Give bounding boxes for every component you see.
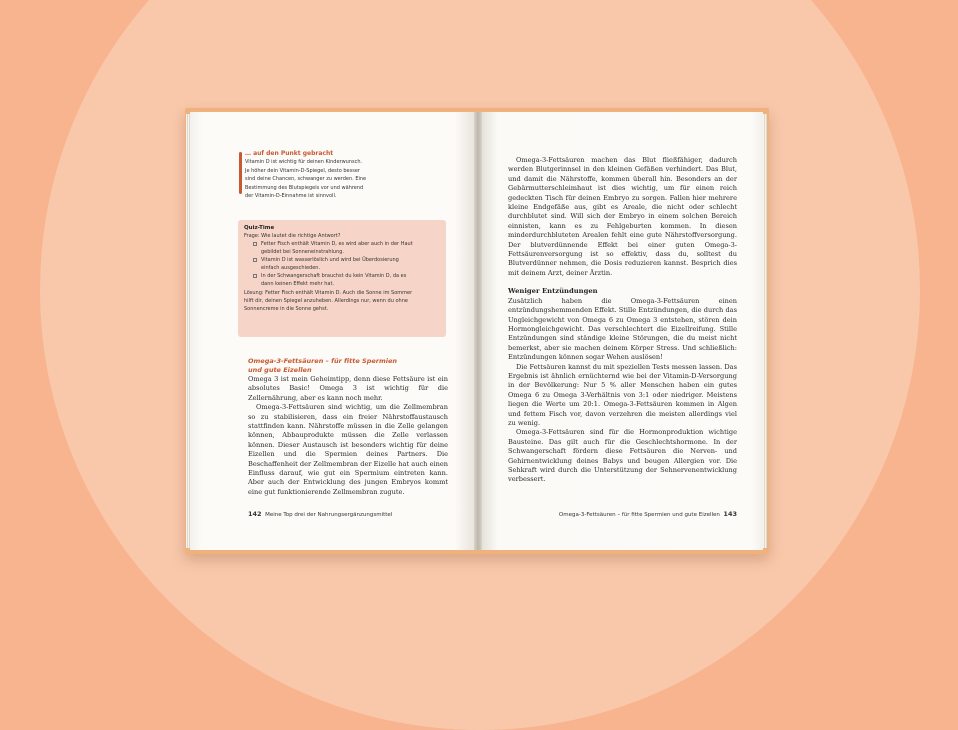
quiz-option-cont: einfach ausgeschieden. [261,265,321,271]
paragraph: Omega-3-Fettsäuren sind für die Hormonproduktion wichtige Bausteine. Das gilt auch für die Geschlechtshormone. In der Schwangerschaft fördern diese Fettsäuren die Nerven- und Gehirnentwicklung deines Babys und beugen Allergien vor. Die Sehkraft wird durch die Unterstützung der Sehnervenentwicklung verbessert. [508,428,737,484]
page-number: 142 [248,510,262,518]
left-section [248,357,448,497]
summary-line: Vitamin D ist wichtig für deinen Kinderwunsch. [245,159,363,165]
quiz-box [238,220,446,337]
left-footer [248,510,392,518]
quiz-option: Vitamin D ist wasserlöslich und wird bei Überdosierung [244,256,440,264]
quiz-question: Frage: Wie lautet die richtige Antwort? [244,233,341,239]
right-page [482,112,763,550]
quiz-answer: Lösung: Fetter Fisch enthält Vitamin D. Auch die Sonne im Sommer [244,290,413,296]
accent-bar [239,152,242,194]
paragraph: Omega-3-Fettsäuren sind wichtig, um die Zellmembran so zu stabilisieren, dass ein freier Nährstoffaustausch stattfinden kann. Nährstoffe müssen in die Zelle gelangen können, Abbauprodukte müssen die Zelle verlassen können. Dieser Austausch ist besonders wichtig für deine Eizellen und die Spermien deines Partners. Die Beschaffenheit der Zellmembran der Eizelle hat auch einen Einfluss darauf, wie gut ein Spermium eintreten kann. Aber auch der Entwicklung des jungen Embryos kommt eine gut funktionierende Zellmembran zugute. [248,403,448,496]
summary-title: … auf den Punkt gebracht [245,150,334,157]
summary-line: der Vitamin-D-Einnahme ist sinnvoll. [245,193,337,199]
paragraph: Zusätzlich haben die Omega-3-Fettsäuren einen entzündungshemmenden Effekt. Stille Entzündungen, die durch das Ungleichgewicht von Omega 6 zu Omega 3 entstehen, stören dein Hormongleichgewicht. Das verschlechtert die Eizellreifung. Stille Entzündungen sind ständige kleine Störungen, die du meist nicht bemerkst, aber sie machen deinem Körper Stress. Und schließlich: Entzündungen können sogar Wehen auslösen! [508,296,737,362]
body-text [248,375,448,497]
page-edge-right [763,114,767,548]
quiz-answer: Sonnencreme in die Sonne gehst. [244,306,329,312]
summary-line: Bestimmung des Blutspiegels vor und während [245,184,364,191]
right-footer [559,510,737,518]
left-page [190,112,474,550]
quiz-title: Quiz-Time [244,225,275,231]
paragraph: Omega-3-Fettsäuren machen das Blut fließfähiger, dadurch werden Blutgerinnsel in den kleinen Gefäßen verhindert. Das Blut, und damit die Nährstoffe, kommen überall hin. Besonders an der Gebärmutterschleimhaut ist dies wichtig, um für einen reich gedeckten Tisch für deinen Embryo zu sorgen. Fallen hier mehrere kleine Endgefäße aus, gibt es Areale, die nicht oder schlecht durchblutet sind. Will sich der Embryo in einem solchen Bereich einnisten, kann es zu Fehlgeburten kommen. In diesen minderdurchbluteten Arealen fehlt eine gute Nährstoffversorgung. Der blutverdünnende Effekt bei einer guten Omega-3-Fettsäurenversorgung ist so effektiv, dass du, solltest du Blutverdünner nehmen, die Dosis reduzieren kannst. Besprich dies mit deinem Arzt, deiner Ärztin. [508,156,737,277]
paragraph: Omega 3 ist mein Geheimtipp, denn diese Fettsäure ist ein absolutes Basic! Omega 3 ist wichtig für die Zellernährung, aber es kann noch mehr. [248,375,448,402]
subheading: Weniger Entzündungen [508,287,598,296]
summary-box [245,150,405,201]
checkbox-icon [253,258,257,262]
quiz-option: In der Schwangerschaft brauchst du kein Vitamin D, da es [244,272,440,280]
checkbox-icon [253,274,257,278]
quiz-answer: hilft dir, deinen Spiegel anzuheben. Allerdings nur, wenn du ohne [244,298,408,304]
page-number: 143 [723,510,737,518]
paragraph: Die Fettsäuren kannst du mit speziellen Tests messen lassen. Das Ergebnis ist ähnlich ernüchternd wie bei der Vitamin-D-Versorgung in der Bevölkerung: Nur 5 % aller Menschen haben ein gutes Omega 6 zu Omega 3-Verhältnis von 3:1 oder niedriger. Meistens liegen die Werte um 20:1. Omega-3-Fettsäuren kommen in Algen und fettem Fisch vor, davon verzehren die meisten allerdings viel zu wenig. [508,362,737,427]
book-gutter [474,112,482,550]
section-title: und gute Eizellen [248,366,312,374]
quiz-option-cont: gebildet bei Sonneneinstrahlung. [261,249,345,255]
summary-line: Je höher dein Vitamin-D-Spiegel, desto besser [245,167,360,174]
quiz-option: Fetter Fisch enthält Vitamin D, es wird aber auch in der Haut [244,240,440,248]
quiz-option-cont: dann keinen Effekt mehr hat. [261,281,335,287]
right-section [508,156,737,485]
summary-line: sind deine Chancen, schwanger zu werden. Eine [245,176,367,182]
running-title: Meine Top drei der Nahrungsergänzungsmittel [265,512,393,518]
checkbox-icon [253,242,257,246]
running-title: Omega-3-Fettsäuren – für fitte Spermien und gute Eizellen [558,512,720,518]
section-title: Omega-3-Fettsäuren – für fitte Spermien [248,357,398,365]
